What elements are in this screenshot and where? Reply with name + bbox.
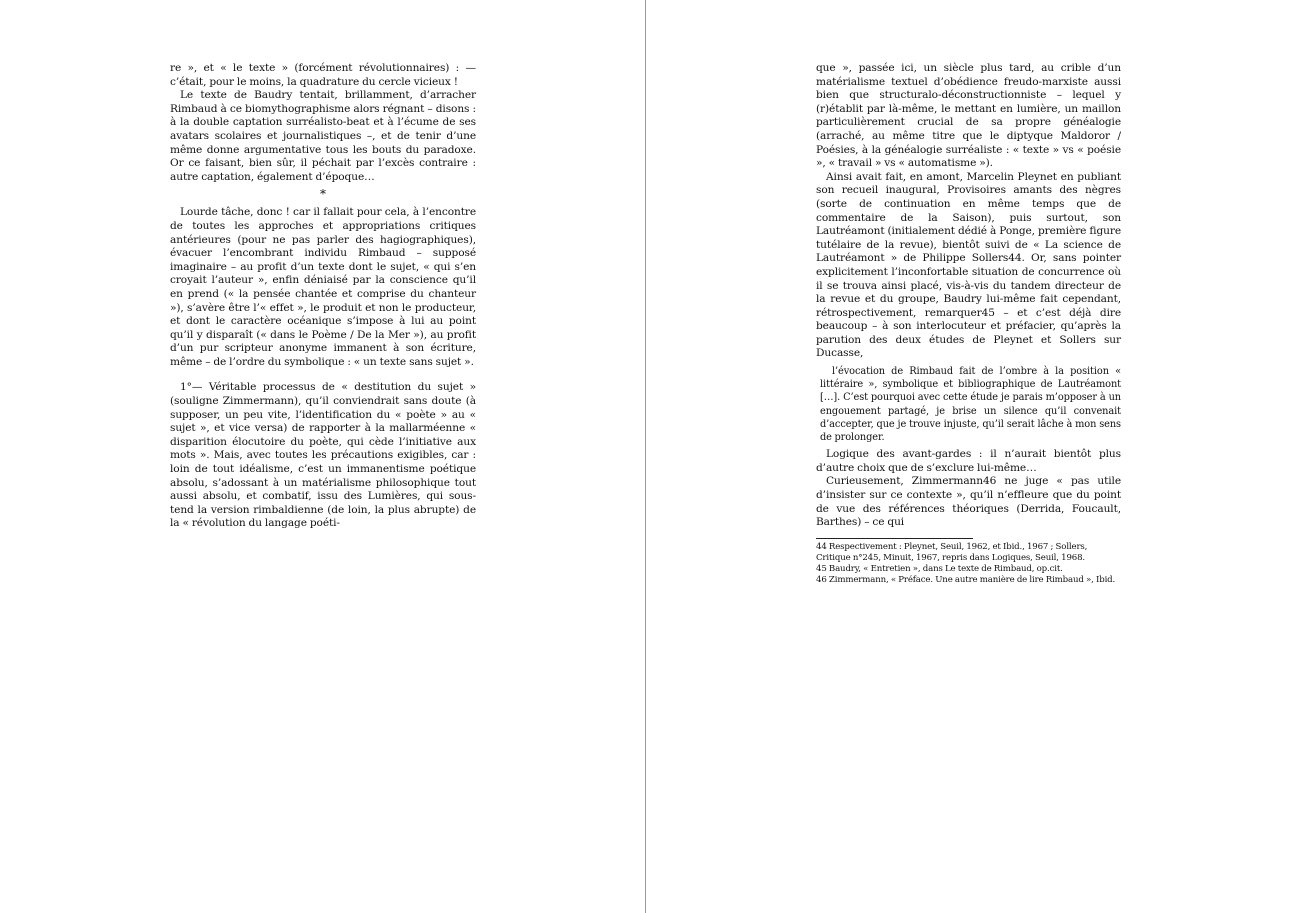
footnotes: [816, 542, 1121, 587]
footnote: 44 Respectivement : Pleynet, Seuil, 1962, et Ibid., 1967 ; Sollers, Critique n°245, Minuit, 1967, repris dans Logiques, Seuil, 1968.: [816, 541, 1088, 564]
footnote-rule: [816, 538, 973, 539]
section-separator: *: [320, 187, 326, 202]
footnote: 46 Zimmermann, « Préface. Une autre manière de lire Rimbaud », Ibid.: [816, 575, 1116, 586]
block-quote: [816, 365, 1121, 444]
right-page-text: [816, 62, 1121, 587]
paragraph: Curieusement, Zimmermann46 ne juge « pas utile d’insister sur ce contexte », qu’il n’effleure que du point de vue des références théoriques (Derrida, Foucault, Barthes) – ce qui: [816, 475, 1121, 529]
paragraph: Ainsi avait fait, en amont, Marcelin Pleynet en publiant son recueil inaugural, Provisoires amants des nègres (sorte de continuation en même temps que de commentaire de la Saison), puis surtout, son Lautréamont (initialement dédié à Ponge, première figure tutélaire de la revue), bientôt suivi de « La science de Lautréamont » de Philippe Sollers44. Or, sans pointer explicitement l’inconfortable situation de concurrence où il se trouva ainsi placé, vis-à-vis du tandem directeur de la revue et du groupe, Baudry lui-même fait cependant, rétrospectivement, remarquer45 – et c’est déjà dire beaucoup – à son interlocuteur et préfacier, qu’après la parution des deux études de Pleynet et Sollers sur Ducasse,: [816, 170, 1121, 360]
paragraph: Logique des avant-gardes : il n’aurait bientôt plus d’autre choix que de s’exclure lui-même…: [816, 448, 1121, 474]
left-page-text: [170, 62, 476, 531]
block-quote-text: l’évocation de Rimbaud fait de l’ombre à la position « littéraire », symbolique et bibliographique de Lautréamont […]. C’est pourquoi avec cette étude je parais m’opposer à un engouement partagé, je brise un silence qu’il convenait d’accepter, que je trouve injuste, qu’il serait lâche à mon sens de prolonger.: [820, 366, 1121, 444]
paragraph: que », passée ici, un siècle plus tard, au crible d’un matérialisme textuel d’obédience freudo-marxiste aussi bien que structuralo-déconstructionniste – lequel y (r)établit par là-même, le mettant en lumière, un maillon particulièrement crucial de sa propre généalogie (arraché, au même titre que le diptyque Maldoror / Poésies, à la généalogie surréaliste : « texte » vs « poésie », « travail » vs « automatisme »).: [816, 62, 1121, 170]
paragraph: re », et « le texte » (forcément révolutionnaires) : — c’était, pour le moins, la quadrature du cercle vicieux !: [170, 62, 476, 88]
paragraph: Lourde tâche, donc ! car il fallait pour cela, à l’encontre de toutes les approches et appropriations critiques antérieures (pour ne pas parler des hagiographiques), évacuer l’encombrant individu Rimbaud – supposé imaginaire – au profit d’un texte dont le sujet, « qui s’en croyait l’auteur », enfin déniaisé par la conscience qu’il en prend (« la pensée chantée et comprise du chanteur »), s’avère être l’« effet », le produit et non le producteur, et dont le caractère océanique s’impose à lui au point qu’il y disparaît (« dans le Poème / De la Mer »), au profit d’un pur scripteur anonyme immanent à son écriture, même – de l’ordre du symbolique : « un texte sans sujet ».: [170, 206, 476, 368]
paragraph: Le texte de Baudry tentait, brillamment, d’arracher Rimbaud à ce biomythographisme alors régnant – disons : à la double captation surréalisto-beat et à l’écume de ses avatars scolaires et journalistiques –, et de tenir d’une même donne argumentative tous les bouts du paradoxe. Or ce faisant, bien sûr, il péchait par l’excès contraire : autre captation, également d’époque…: [170, 89, 476, 183]
paragraph: 1°— Véritable processus de « destitution du sujet » (souligne Zimmermann), qu’il conviendrait sans doute (à supposer, un peu vite, l’identification du « poète » au « sujet », et vice versa) de rapporter à la mallarméenne « disparition élocutoire du poète, qui cède l’initiative aux mots ». Mais, avec toutes les précautions exigibles, car : loin de tout idéalisme, c’est un immanentisme poétique absolu, s’adossant à un matérialisme philosophique tout aussi absolu, et combatif, issu des Lumières, qui sous-tend la version rimbaldienne (de loin, la plus abrupte) de la « révolution du langage poéti-: [170, 381, 476, 530]
footnote: 45 Baudry, « Entretien », dans Le texte de Rimbaud, op.cit.: [816, 564, 1063, 575]
page-gutter-divider: [645, 0, 646, 913]
